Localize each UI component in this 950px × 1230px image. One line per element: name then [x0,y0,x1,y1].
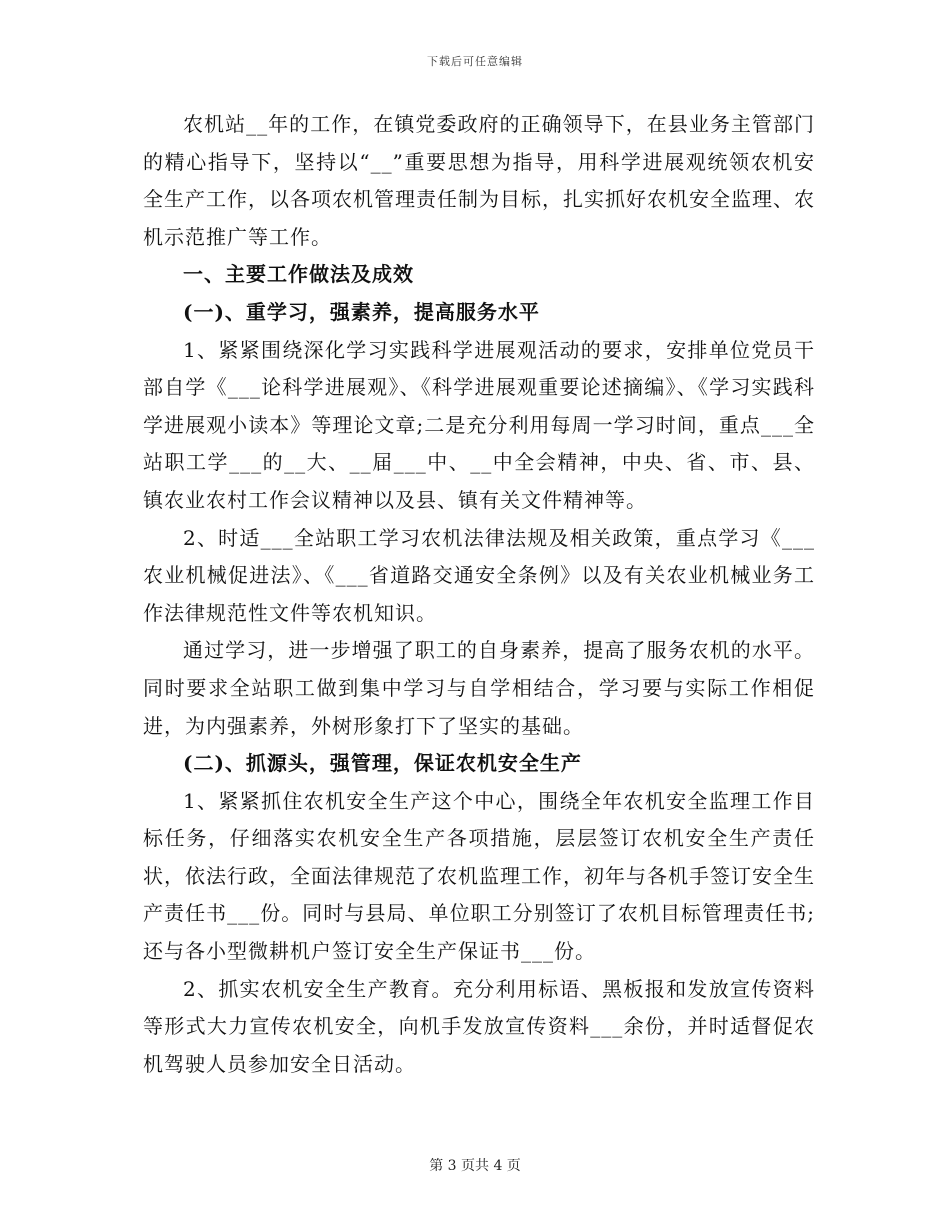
paragraph-study-1: 1、紧紧围绕深化学习实践科学进展观活动的要求，安排单位党员干部自学《___论科学进展观》、《科学进展观重要论述摘编》、《学习实践科学进展观小读本》等理论文章;二是充分利用每周一学习时间，重点___全站职工学___的__大、__届___中、__中全会精神，中央、省、市、县、镇农业农村工作会议精神以及县、镇有关文件精神等。 [143,337,815,512]
paragraph-study-2: 2、时适___全站职工学习农机法律法规及相关政策，重点学习《___农业机械促进法》、《___省道路交通安全条例》以及有关农业机械业务工作法律规范性文件等农机知识。 [143,525,815,625]
subsection-heading-1: (一)、重学习，强素养，提高服务水平 [183,299,540,324]
document-body [143,106,815,1083]
paragraph-safety-2: 2、抓实农机安全生产教育。充分利用标语、黑板报和发放宣传资料等形式大力宣传农机安全，向机手发放宣传资料___余份，并时适督促农机驾驶人员参加安全日活动。 [143,976,815,1076]
page-number: 第 3 页共 4 页 [429,1158,521,1174]
subsection-heading-2: (二)、抓源头，强管理，保证农机安全生产 [183,751,582,776]
page-header: 下载后可任意编辑 [427,55,523,68]
intro-paragraph: 农机站__年的工作，在镇党委政府的正确领导下，在县业务主管部门的精心指导下，坚持以“__”重要思想为指导，用科学进展观统领农机安全生产工作，以各项农机管理责任制为目标，扎实抓好农机安全监理、农机示范推广等工作。 [143,112,815,249]
section-heading-main: 一、主要工作做法及成效 [183,262,414,287]
paragraph-study-summary: 通过学习，进一步增强了职工的自身素养，提高了服务农机的水平。同时要求全站职工做到集中学习与自学相结合，学习要与实际工作相促进，为内强素养，外树形象打下了坚实的基础。 [143,638,815,738]
paragraph-safety-1: 1、紧紧抓住农机安全生产这个中心，围绕全年农机安全监理工作目标任务，仔细落实农机安全生产各项措施，层层签订农机安全生产责任状，依法行政，全面法律规范了农机监理工作，初年与各机手签订安全生产责任书___份。同时与县局、单位职工分别签订了农机目标管理责任书;还与各小型微耕机户签订安全生产保证书___份。 [143,788,815,964]
